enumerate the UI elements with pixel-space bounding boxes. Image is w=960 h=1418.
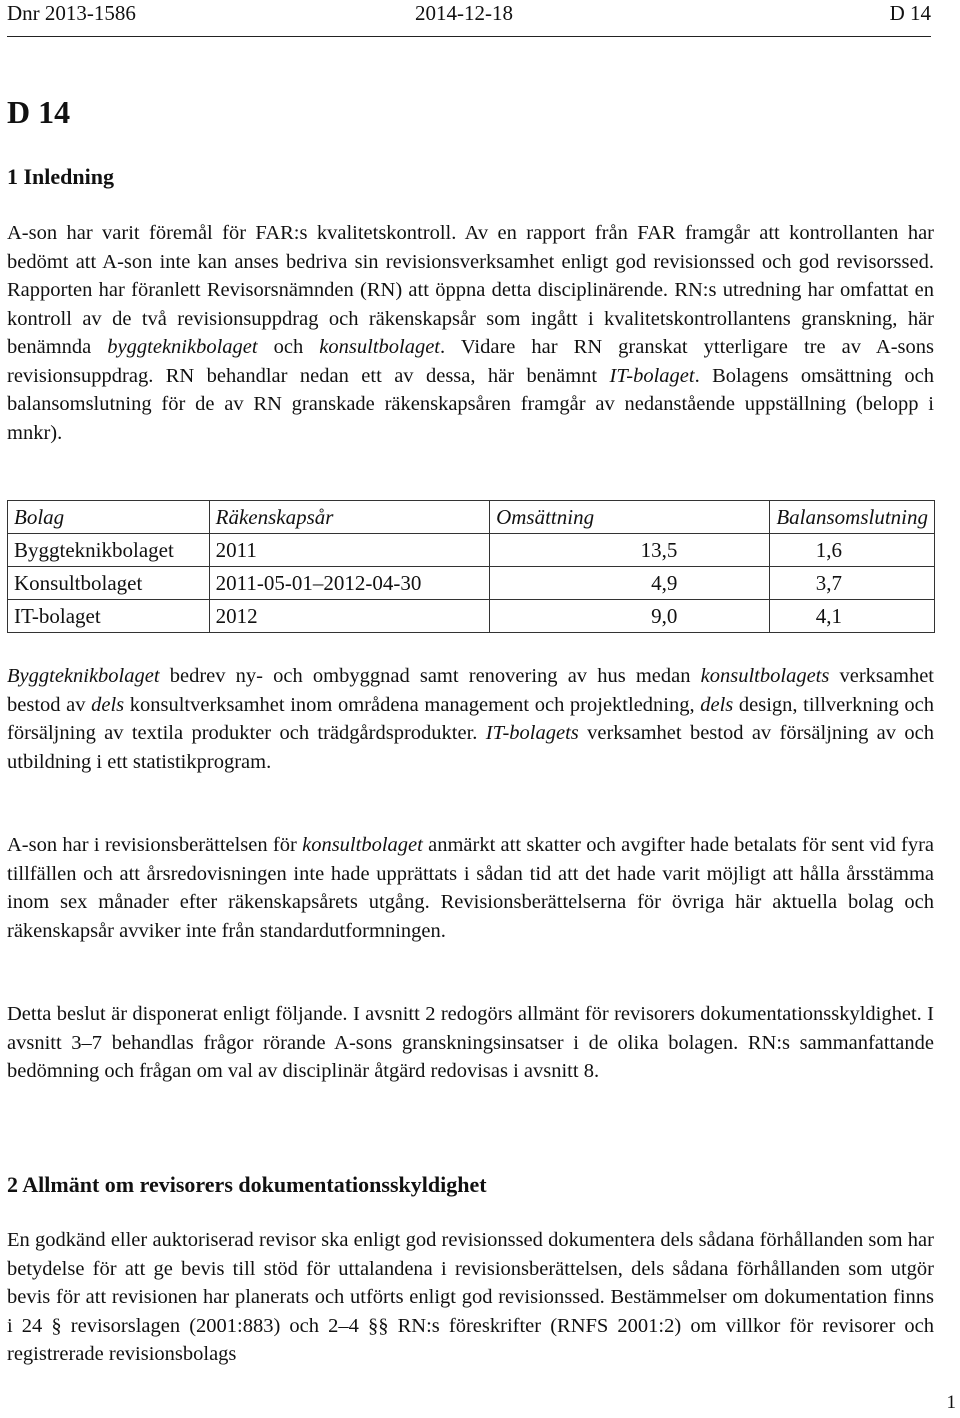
text-run-italic: konsultbolagets [700,665,830,687]
table-header-row [8,501,935,534]
section-1-heading: 1 Inledning [7,164,114,189]
text-run-italic: konsultbolaget [319,336,441,358]
header-doc-id: D 14 [889,1,931,25]
column-header: Omsättning [490,501,770,534]
section-1-paragraph-2 [7,662,934,776]
column-header: Räkenskapsår [209,501,489,534]
table-cell: 4,9 [490,567,770,600]
table-row [8,534,935,567]
text-run-italic: IT-bolagets [485,722,579,744]
text-run-italic: konsultbolaget [302,834,423,856]
company-financials-table [7,500,935,633]
table-row [8,567,935,600]
text-run-italic: Byggteknikbolaget [7,665,160,687]
header-date: 2014-12-18 [415,1,513,25]
text-run: anmärkt att skatter och avgifter hade betalats för sent vid fyra tillfällen och att årsredovisningen inte hade upprättats i sådan tid att det hade varit möjligt att hålla årsstämma inom sex månader efter räkenskapsårets utgång. Revisionsberättelserna för övriga här aktuella bolag och räkenskapsår avviker inte från standardutformningen. [7,834,934,942]
text-run: verksamhet bestod av försäljning av och utbildning i ett statistikprogram. [7,722,934,773]
section-2-paragraph-1: En godkänd eller auktoriserad revisor ska enligt god revisionssed dokumentera dels sådana förhållanden som har betydelse för att ge bevis till stöd för uttalandena i revisionsberättelsen, dels sådana förhållanden som utgör bevis för att revisionen har planerats och utförts enligt god revisionssed. Bestämmelser om dokumentation finns i 24 § revisorslagen (2001:883) och 2–4 §§ RN:s föreskrifter (RNFS 2001:2) om villkor för revisorer och registrerade revisionsbolags [7,1229,934,1365]
table-cell: 3,7 [770,567,935,600]
table-cell: Byggteknikbolaget [8,534,210,567]
table-cell: 1,6 [770,534,935,567]
text-run: . Bolagens omsättning och balansomslutning för de av RN granskade räkenskapsåren framgår av nedanstående uppställning (belopp i mnkr). [7,364,934,444]
text-run: A-son har varit föremål för FAR:s kvalitetskontroll. Av en rapport från FAR framgår att kontrollanten har bedömt att A-son inte kan anses bedriva sin revisionsverksamhet enligt god revisionssed och god revisorssed. Rapporten har föranlett Revisorsnämnden (RN) att öppna detta disciplinärende. RN:s utredning har omfattat en kontroll av de två revisionsuppdrag och räkenskapsår som ingått i kvalitetskontrollantens granskning, här benämnda [7,222,934,358]
text-run-italic: dels [700,693,734,716]
document-title: D 14 [7,94,71,130]
table-cell: 2011-05-01–2012-04-30 [209,567,489,600]
text-run: verksamhet bestod av [7,665,934,716]
table-cell: 2012 [209,600,489,633]
text-run: design, tillverkning och försäljning av textila produkter och trädgårdsprodukter. [7,693,934,744]
page-number: 1 [946,1392,956,1413]
column-header: Bolag [8,501,210,534]
table-cell: Konsultbolaget [8,567,210,600]
text-run: och [257,336,320,358]
text-run-italic: IT-bolaget [609,364,695,387]
text-run: . Vidare har RN granskat ytterligare tre av A-sons revisionsuppdrag. RN behandlar nedan ett av dessa, här benämnt [7,336,934,387]
table-cell: 9,0 [490,600,770,633]
text-run: bedrev ny- och ombyggnad samt renovering av hus medan [159,665,701,687]
text-run: konsultverksamhet inom områdena management och projektledning, [124,693,701,716]
section-1-paragraph-1 [7,219,934,447]
table-cell: 2011 [209,534,489,567]
header-dnr: Dnr 2013-1586 [7,1,136,25]
text-run: A-son har i revisionsberättelsen för [7,834,303,856]
section-2-heading: 2 Allmänt om revisorers dokumentationsskyldighet [7,1172,487,1197]
table-cell: 13,5 [490,534,770,567]
text-run-italic: byggteknikbolaget [107,336,258,358]
page-header [7,0,931,37]
section-1-paragraph-3 [7,831,934,945]
table-row [8,600,935,633]
column-header: Balansomslutning [770,501,935,534]
section-1-paragraph-4: Detta beslut är disponerat enligt följande. I avsnitt 2 redogörs allmänt för revisorers dokumentationsskyldighet. I avsnitt 3–7 behandlas frågor rörande A-sons granskningsinsatser i de olika bolagen. RN:s sammanfattande bedömning och frågan om val av disciplinär åtgärd redovisas i avsnitt 8. [7,1003,934,1082]
table-cell: IT-bolaget [8,600,210,633]
text-run-italic: dels [91,693,125,716]
table-cell: 4,1 [770,600,935,633]
